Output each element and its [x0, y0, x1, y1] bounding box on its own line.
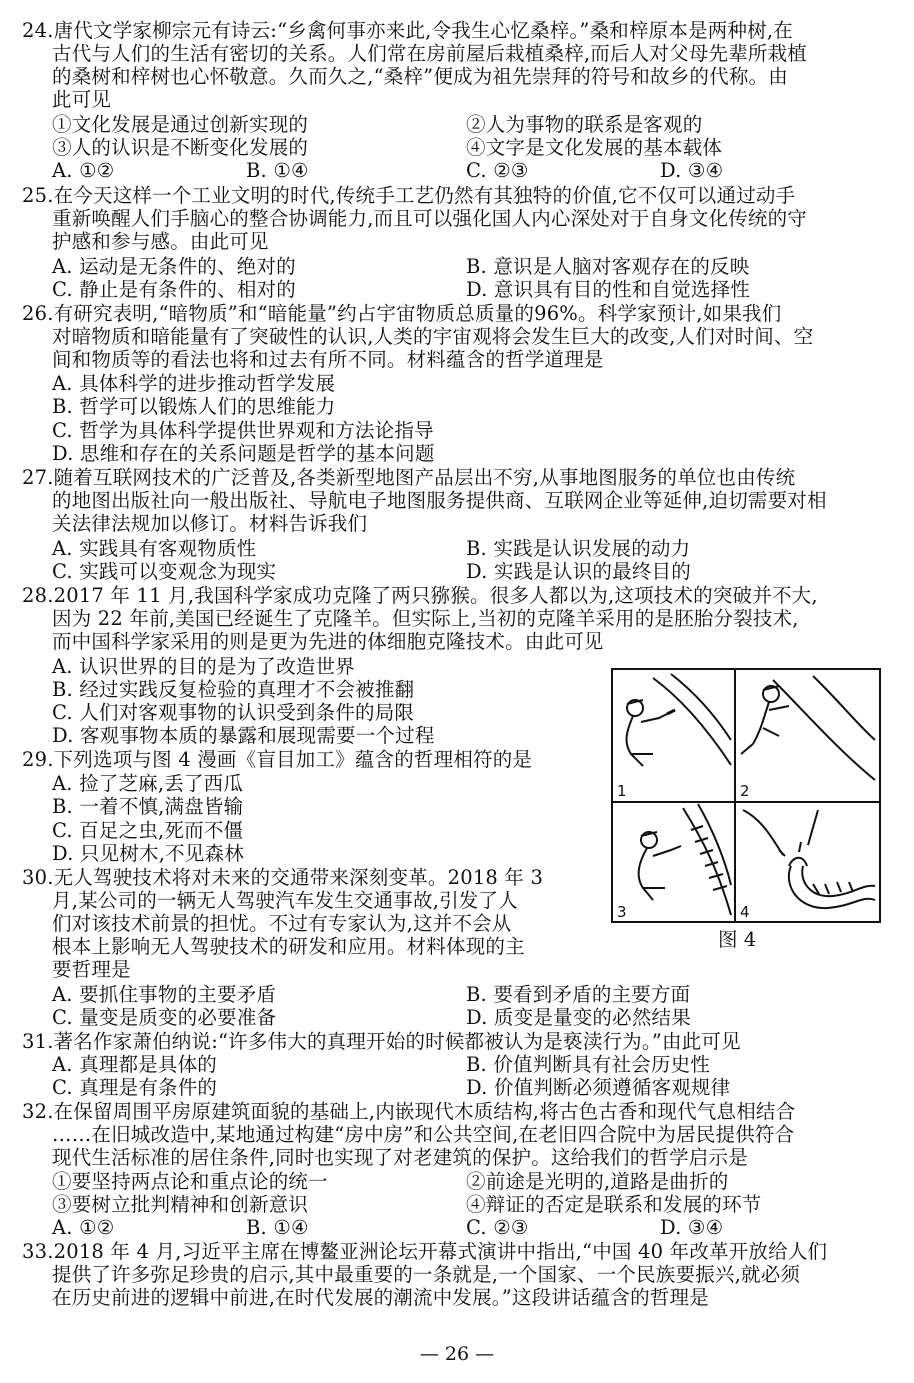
- text-line: B. ①④: [246, 159, 309, 182]
- text-line: ③要树立批判精神和创新意识: [52, 1193, 309, 1216]
- text-line: 现代生活标准的居住条件,同时也实现了对老建筑的保护。这给我们的哲学启示是: [52, 1146, 748, 1169]
- text-line: 因为 22 年前,美国已经诞生了克隆羊。但实际上,当初的克隆羊采用的是胚胎分裂技术,: [52, 607, 799, 630]
- text-line: C. 真理是有条件的: [52, 1076, 218, 1099]
- text-line: B. 一着不慎,满盘皆输: [52, 795, 244, 818]
- text-line: B. 实践是认识发展的动力: [466, 537, 691, 560]
- text-line: D. ③④: [660, 159, 724, 182]
- page-number: — 26 —: [419, 1343, 495, 1365]
- text-line: D. 实践是认识的最终目的: [466, 560, 691, 583]
- text-line: C. ②③: [466, 1216, 529, 1239]
- text-line: ……在旧城改造中,某地通过构建“房中房”和公共空间,在老旧四合院中为居民提供符合: [52, 1123, 795, 1146]
- text-line: D. 质变是量变的必然结果: [466, 1006, 691, 1029]
- text-line: 间和物质等的看法也将和过去有所不同。材料蕴含的哲学道理是: [52, 348, 604, 371]
- panel-label-3: 3: [617, 903, 627, 921]
- text-line: 25.在今天这样一个工业文明的时代,传统手工艺仍然有其独特的价值,它不仅可以通过动手: [22, 184, 796, 207]
- text-line: 要哲理是: [52, 958, 131, 981]
- text-line: A. ①②: [52, 159, 115, 182]
- text-line: 28.2017 年 11 月,我国科学家成功克隆了两只猕猴。很多人都以为,这项技术的突破并不大,: [22, 584, 818, 607]
- text-line: 27.随着互联网技术的广泛普及,各类新型地图产品层出不穷,从事地图服务的单位也由传统: [22, 466, 796, 489]
- figure-caption: 图 4: [718, 928, 757, 951]
- text-line: 32.在保留周围平房原建筑面貌的基础上,内嵌现代木质结构,将古色古香和现代气息相结合: [22, 1100, 796, 1123]
- text-line: 24.唐代文学家柳宗元有诗云:“乡禽何事亦来此,令我生心忆桑梓。”桑和梓原本是两种树,在: [22, 19, 793, 42]
- text-line: 对暗物质和暗能量有了突破性的认识,人类的宇宙观将会发生巨大的改变,人们对时间、空: [52, 325, 814, 348]
- text-line: A. 捡了芝麻,丢了西瓜: [52, 772, 244, 795]
- text-line: 重新唤醒人们手脑心的整合协调能力,而且可以强化国人内心深处对于自身文化传统的守: [52, 207, 807, 230]
- text-line: B. 经过实践反复检验的真理才不会被推翻: [52, 678, 415, 701]
- text-line: 29.下列选项与图 4 漫画《盲目加工》蕴含的哲理相符的是: [22, 748, 533, 771]
- text-line: 月,某公司的一辆无人驾驶汽车发生交通事故,引发了人: [52, 889, 518, 912]
- text-line: C. 人们对客观事物的认识受到条件的局限: [52, 701, 415, 724]
- text-line: C. 静止是有条件的、相对的: [52, 278, 296, 301]
- panel-3-drawing: [639, 804, 731, 915]
- text-line: 26.有研究表明,“暗物质”和“暗能量”约占宇宙物质总质量的96%。科学家预计,如果我们: [22, 302, 782, 325]
- text-line: ②前途是光明的,道路是曲折的: [466, 1170, 729, 1193]
- text-line: C. ②③: [466, 159, 529, 182]
- text-line: A. 实践具有客观物质性: [52, 537, 257, 560]
- text-line: A. 具体科学的进步推动哲学发展: [52, 372, 336, 395]
- text-line: D. ③④: [660, 1216, 724, 1239]
- text-line: ①文化发展是通过创新实现的: [52, 113, 309, 136]
- text-line: C. 实践可以变观念为现实: [52, 560, 277, 583]
- text-line: 此可见: [52, 88, 112, 111]
- text-line: A. 认识世界的目的是为了改造世界: [52, 655, 355, 678]
- text-line: 根本上影响无人驾驶技术的研发和应用。材料体现的主: [52, 935, 525, 958]
- text-line: A. ①②: [52, 1216, 115, 1239]
- text-line: D. 意识具有目的性和自觉选择性: [466, 278, 751, 301]
- text-line: B. 意识是人脑对客观存在的反映: [466, 255, 750, 278]
- text-line: 而中国科学家采用的则是更为先进的体细胞克隆技术。由此可见: [52, 630, 604, 653]
- text-line: ②人为事物的联系是客观的: [466, 113, 703, 136]
- text-line: B. 哲学可以锻炼人们的思维能力: [52, 395, 336, 418]
- text-line: ①要坚持两点论和重点论的统一: [52, 1170, 328, 1193]
- text-line: B. 价值判断具有社会历史性: [466, 1053, 711, 1076]
- panel-4-drawing: [743, 810, 875, 908]
- text-line: 31.著名作家萧伯纳说:“许多伟大的真理开始的时候都被认为是亵渎行为。”由此可见: [22, 1030, 741, 1053]
- text-line: ④辩证的否定是联系和发展的环节: [466, 1193, 762, 1216]
- text-line: 的地图出版社向一般出版社、导航电子地图服务提供商、互联网企业等延伸,迫切需要对相: [52, 489, 827, 512]
- text-line: B. ①④: [246, 1216, 309, 1239]
- text-line: 在历史前进的逻辑中前进,在时代发展的潮流中发展。”这段讲话蕴含的哲理是: [52, 1286, 709, 1309]
- text-line: C. 量变是质变的必要准备: [52, 1006, 277, 1029]
- text-line: C. 百足之虫,死而不僵: [52, 819, 244, 842]
- text-line: 古代与人们的生活有密切的关系。人们常在房前屋后栽植桑梓,而后人对父母先辈所栽植: [52, 42, 807, 65]
- text-line: 提供了许多弥足珍贵的启示,其中最重要的一条就是,一个国家、一个民族要振兴,就必须: [52, 1263, 801, 1286]
- panel-label-2: 2: [740, 782, 750, 800]
- text-line: D. 客观事物本质的暴露和展现需要一个过程: [52, 724, 435, 747]
- text-line: 关法律法规加以修订。材料告诉我们: [52, 512, 368, 535]
- text-line: D. 只见树木,不见森林: [52, 842, 244, 865]
- text-line: D. 思维和存在的关系问题是哲学的基本问题: [52, 442, 435, 465]
- panel-2-drawing: [741, 676, 875, 780]
- text-line: ③人的认识是不断变化发展的: [52, 136, 309, 159]
- cartoon-figure-4: [611, 668, 881, 923]
- text-line: 们对该技术前景的担忧。不过有专家认为,这并不会从: [52, 912, 512, 935]
- panel-label-1: 1: [617, 782, 627, 800]
- text-line: 33.2018 年 4 月,习近平主席在博鳌亚洲论坛开幕式演讲中指出,“中国 40 年改革开放给人们: [22, 1240, 828, 1263]
- panel-label-4: 4: [740, 903, 750, 921]
- panel-1-drawing: [627, 674, 731, 766]
- text-line: C. 哲学为具体科学提供世界观和方法论指导: [52, 419, 434, 442]
- text-line: ④文字是文化发展的基本载体: [466, 136, 723, 159]
- text-line: A. 要抓住事物的主要矛盾: [52, 983, 277, 1006]
- text-line: 的桑树和梓树也心怀敬意。久而久之,“桑梓”便成为祖先崇拜的符号和故乡的代称。由: [52, 65, 788, 88]
- text-line: 护感和参与感。由此可见: [52, 230, 269, 253]
- text-line: D. 价值判断必须遵循客观规律: [466, 1076, 731, 1099]
- text-line: 30.无人驾驶技术将对未来的交通带来深刻变革。2018 年 3: [22, 866, 544, 889]
- text-line: A. 真理都是具体的: [52, 1053, 217, 1076]
- text-line: B. 要看到矛盾的主要方面: [466, 983, 691, 1006]
- text-line: A. 运动是无条件的、绝对的: [52, 255, 296, 278]
